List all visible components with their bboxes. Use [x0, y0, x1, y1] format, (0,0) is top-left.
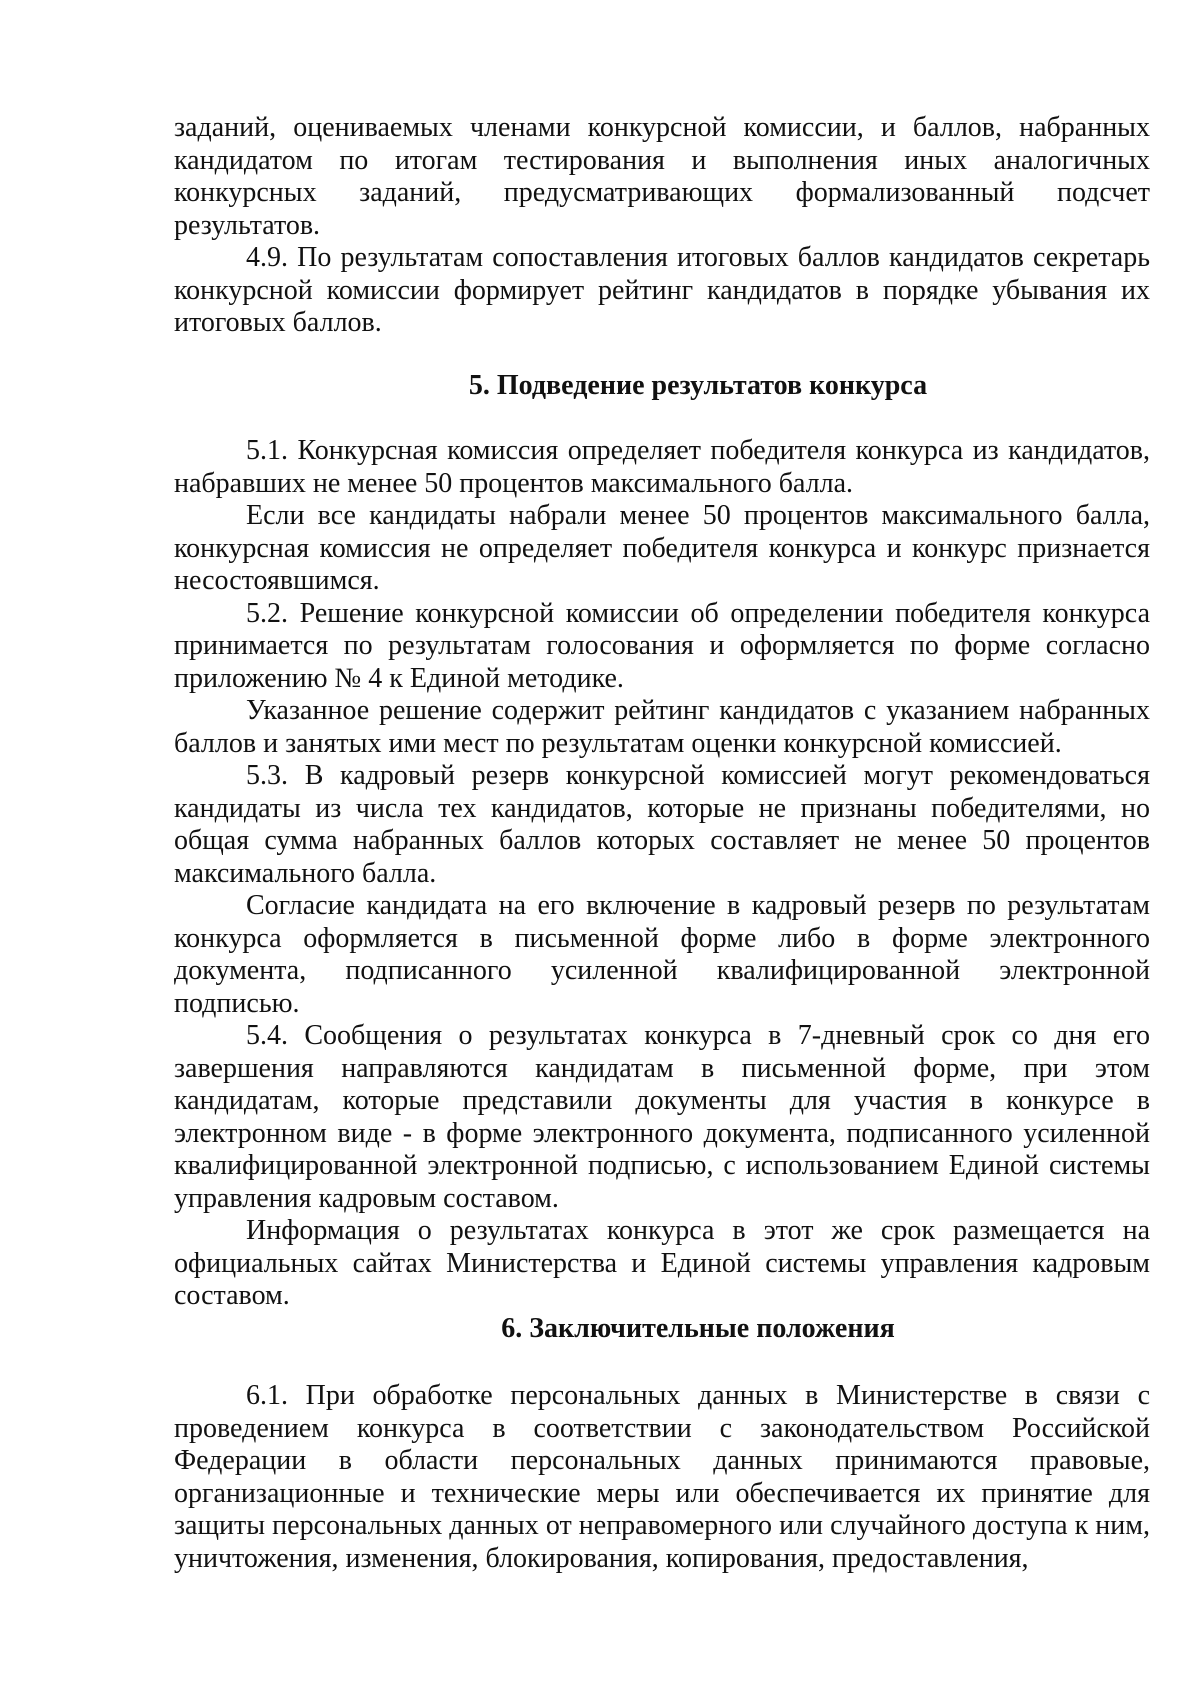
section-6-heading: 6. Заключительные положения [501, 1312, 895, 1344]
paragraph-5-4-continued: Информация о результатах конкурса в этот же срок размещается на официальных сайтах Министерства и Единой системы управления кадровым составом. [174, 1215, 1150, 1311]
paragraph-5-1-continued: Если все кандидаты набрали менее 50 процентов максимального балла, конкурсная комиссия не определяет победителя конкурса и конкурс признается несостоявшимся. [174, 500, 1150, 596]
paragraph-5-2-continued: Указанное решение содержит рейтинг кандидатов с указанием набранных баллов и занятых ими мест по результатам оценки конкурсной комиссией. [174, 695, 1150, 759]
paragraph-5-3-continued: Согласие кандидата на его включение в кадровый резерв по результатам конкурса оформляется в письменной форме либо в форме электронного документа, подписанного усиленной квалифицированной электронной подписью. [174, 890, 1150, 1019]
intro-paragraph: заданий, оцениваемых членами конкурсной комиссии, и баллов, набранных кандидатом по итогам тестирования и выполнения иных аналогичных конкурсных заданий, предусматривающих формализованный подсчет результатов. [174, 112, 1150, 241]
document-page [174, 112, 1150, 1575]
paragraph-5-4: 5.4. Сообщения о результатах конкурса в 7-дневный срок со дня его завершения направляются кандидатам в письменной форме, при этом кандидатам, которые представили документы для участия в конкурсе в электронном виде - в форме электронного документа, подписанного усиленной квалифицированной электронной подписью, с использованием Единой системы управления кадровым составом. [174, 1020, 1150, 1214]
section-5-heading: 5. Подведение результатов конкурса [468, 369, 928, 401]
paragraph-6-1: 6.1. При обработке персональных данных в Министерстве в связи с проведением конкурса в соответствии с законодательством Российской Федерации в области персональных данных принимаются правовые, организационные и технические меры или обеспечивается их принятие для защиты персональных данных от неправомерного или случайного доступа к ним, уничтожения, изменения, блокирования, копирования, предоставления, [174, 1380, 1150, 1574]
paragraph-5-3: 5.3. В кадровый резерв конкурсной комиссией могут рекомендоваться кандидаты из числа тех кандидатов, которые не признаны победителями, но общая сумма набранных баллов которых составляет не менее 50 процентов максимального балла. [174, 760, 1150, 889]
paragraph-5-1: 5.1. Конкурсная комиссия определяет победителя конкурса из кандидатов, набравших не менее 50 процентов максимального балла. [174, 435, 1150, 499]
paragraph-5-2: 5.2. Решение конкурсной комиссии об определении победителя конкурса принимается по результатам голосования и оформляется по форме согласно приложению № 4 к Единой методике. [174, 597, 1150, 694]
paragraph-4-9: 4.9. По результатам сопоставления итоговых баллов кандидатов секретарь конкурсной комиссии формирует рейтинг кандидатов в порядке убывания их итоговых баллов. [174, 242, 1150, 338]
